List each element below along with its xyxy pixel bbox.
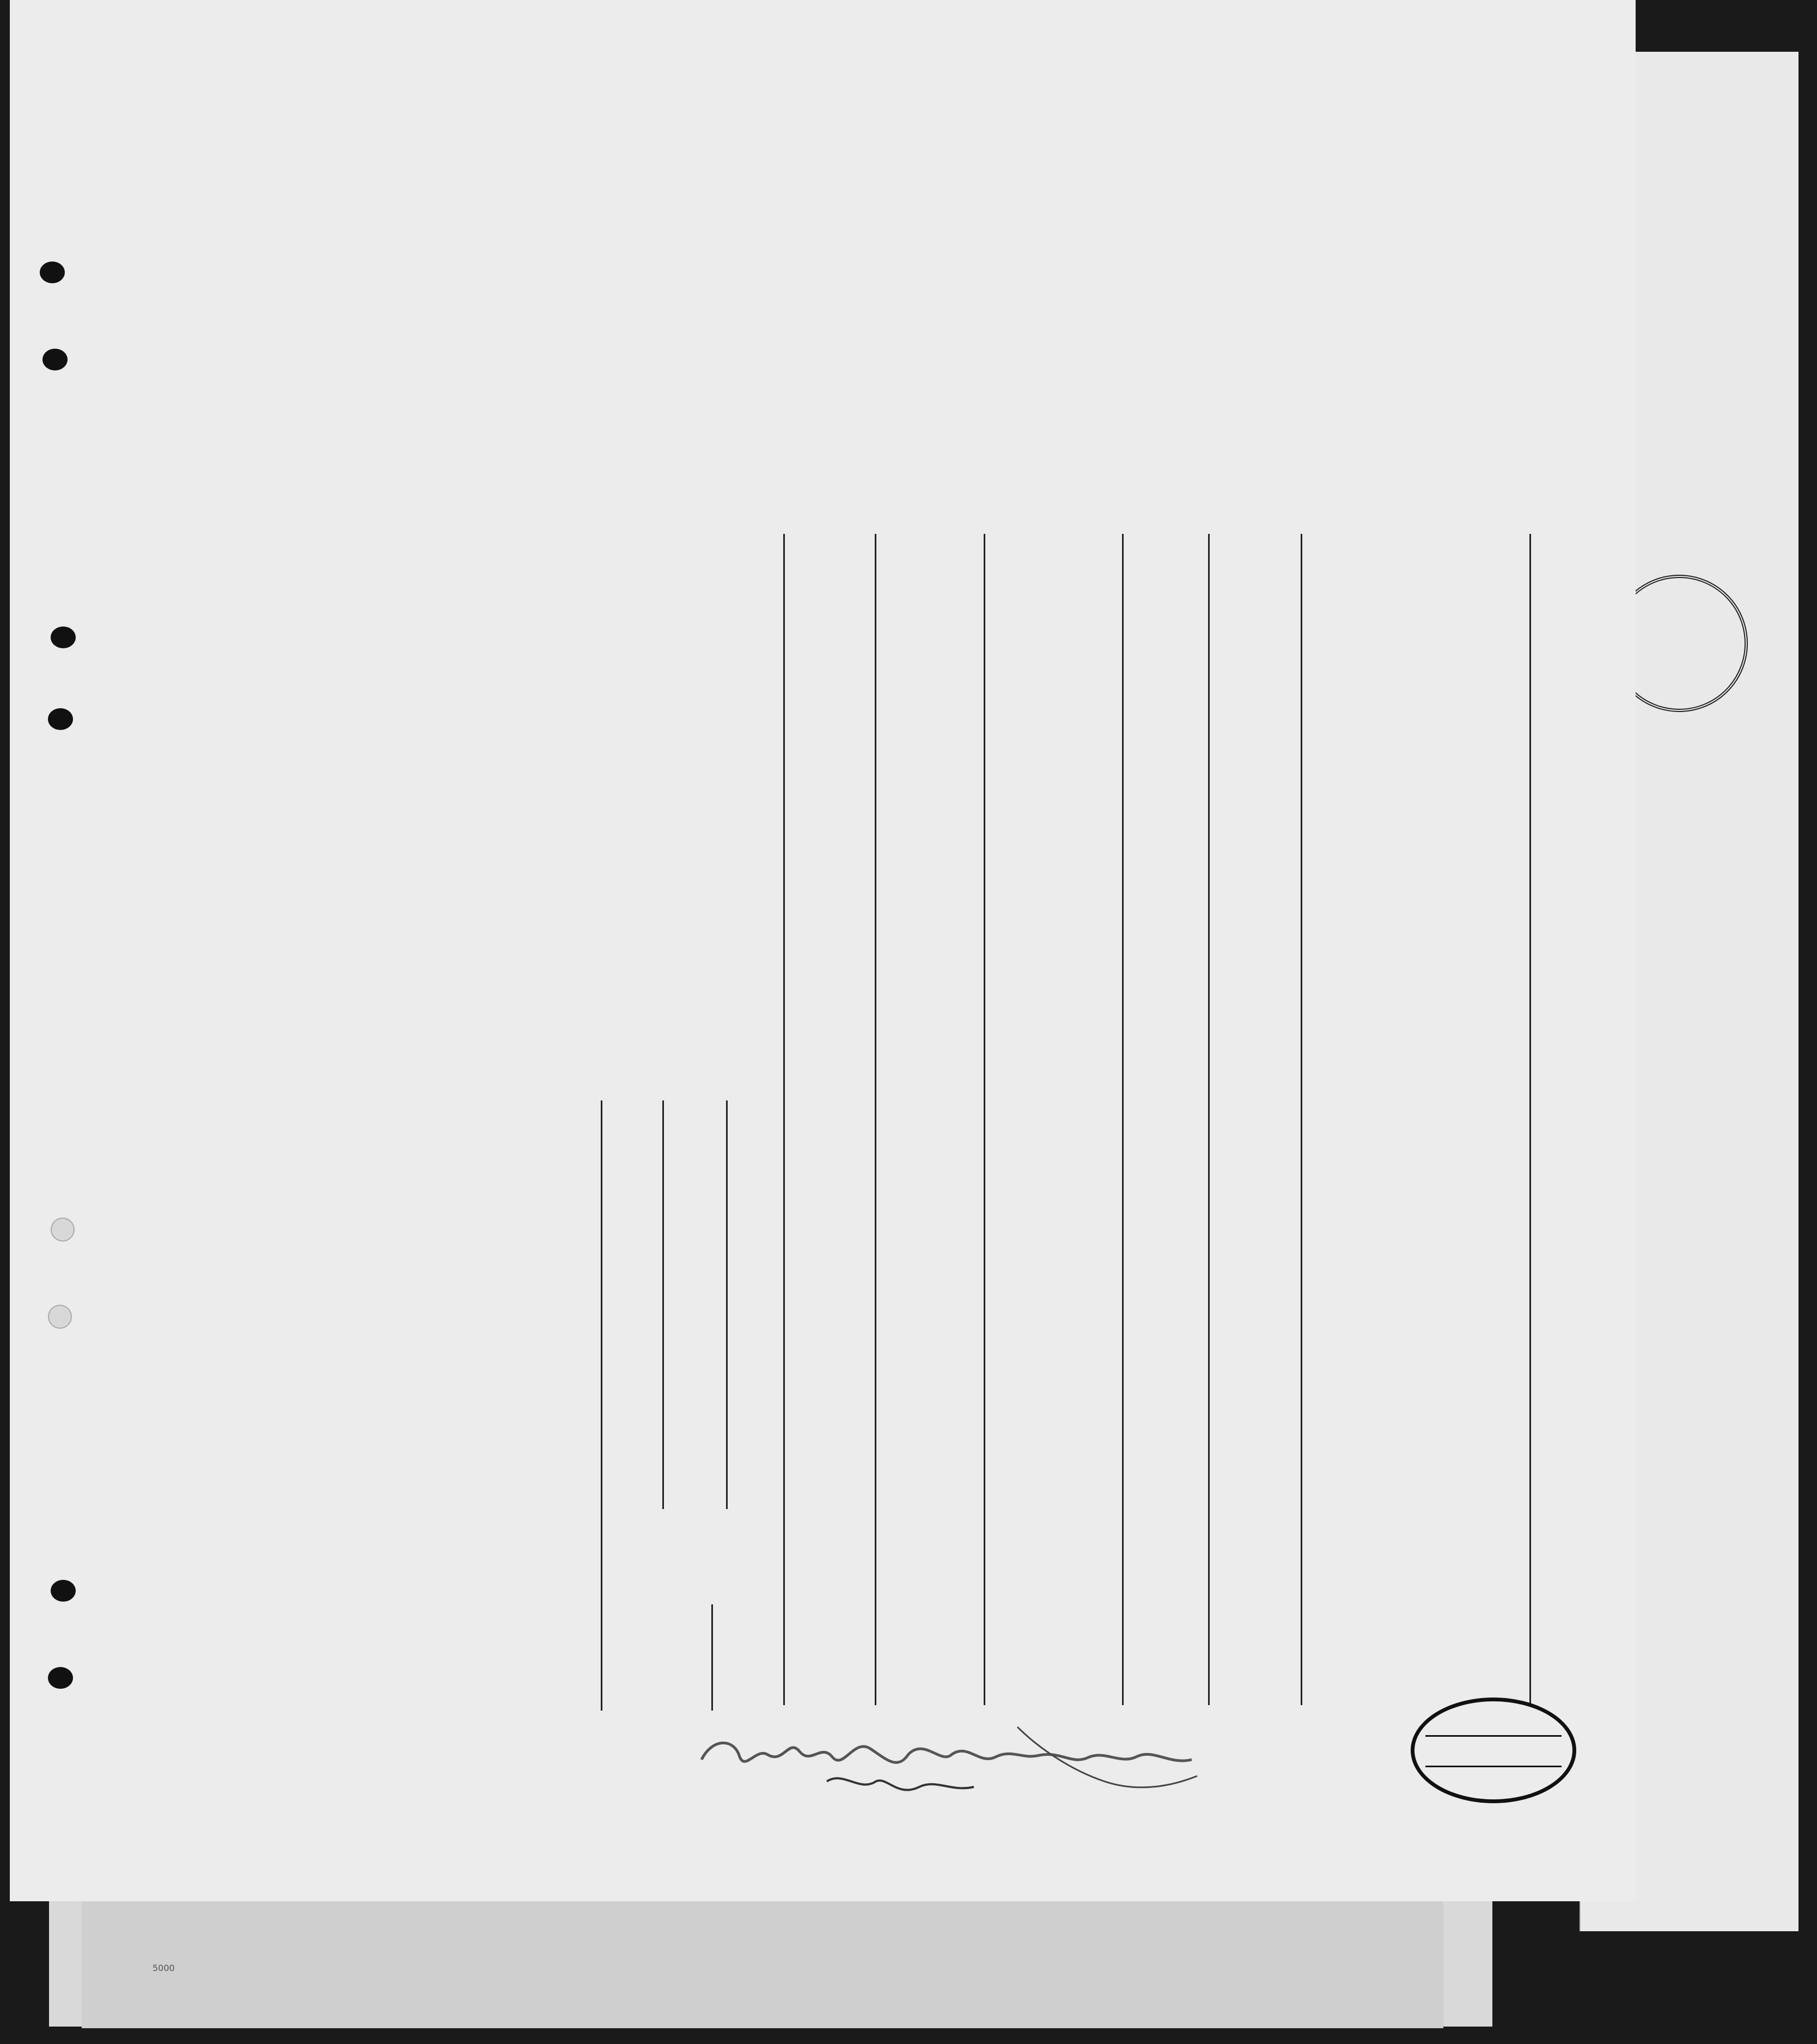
ditto-line xyxy=(711,1604,713,1711)
ditto-line xyxy=(726,1100,728,1509)
signature-drawing xyxy=(691,1705,1235,1814)
punch-hole xyxy=(48,1305,72,1329)
office-stamp xyxy=(1411,1698,1576,1803)
stamp-rule xyxy=(1425,1766,1562,1767)
vessel-line xyxy=(10,259,1636,297)
underlying-code: 5000 xyxy=(153,1963,175,1973)
manifest-page xyxy=(10,0,1636,1901)
ditto-line xyxy=(783,534,785,1705)
punch-hole xyxy=(48,1667,73,1689)
ditto-line xyxy=(1529,534,1531,1705)
ditto-line xyxy=(984,534,985,1705)
punch-hole xyxy=(51,1218,75,1242)
ditto-line xyxy=(875,534,876,1705)
stamp-rule xyxy=(1425,1735,1562,1737)
handwritten-signature xyxy=(691,1705,1235,1814)
ditto-line xyxy=(1208,534,1210,1705)
sheet-number xyxy=(1453,115,1461,141)
punch-hole xyxy=(51,1580,76,1602)
ditto-line xyxy=(662,1100,664,1509)
punch-hole xyxy=(42,349,68,370)
ditto-line xyxy=(601,1100,602,1711)
punch-hole xyxy=(48,708,73,730)
punch-hole xyxy=(51,626,76,648)
ditto-line xyxy=(1301,534,1302,1705)
ditto-line xyxy=(1122,534,1124,1705)
underlying-sheet-2 xyxy=(82,1896,1443,2028)
